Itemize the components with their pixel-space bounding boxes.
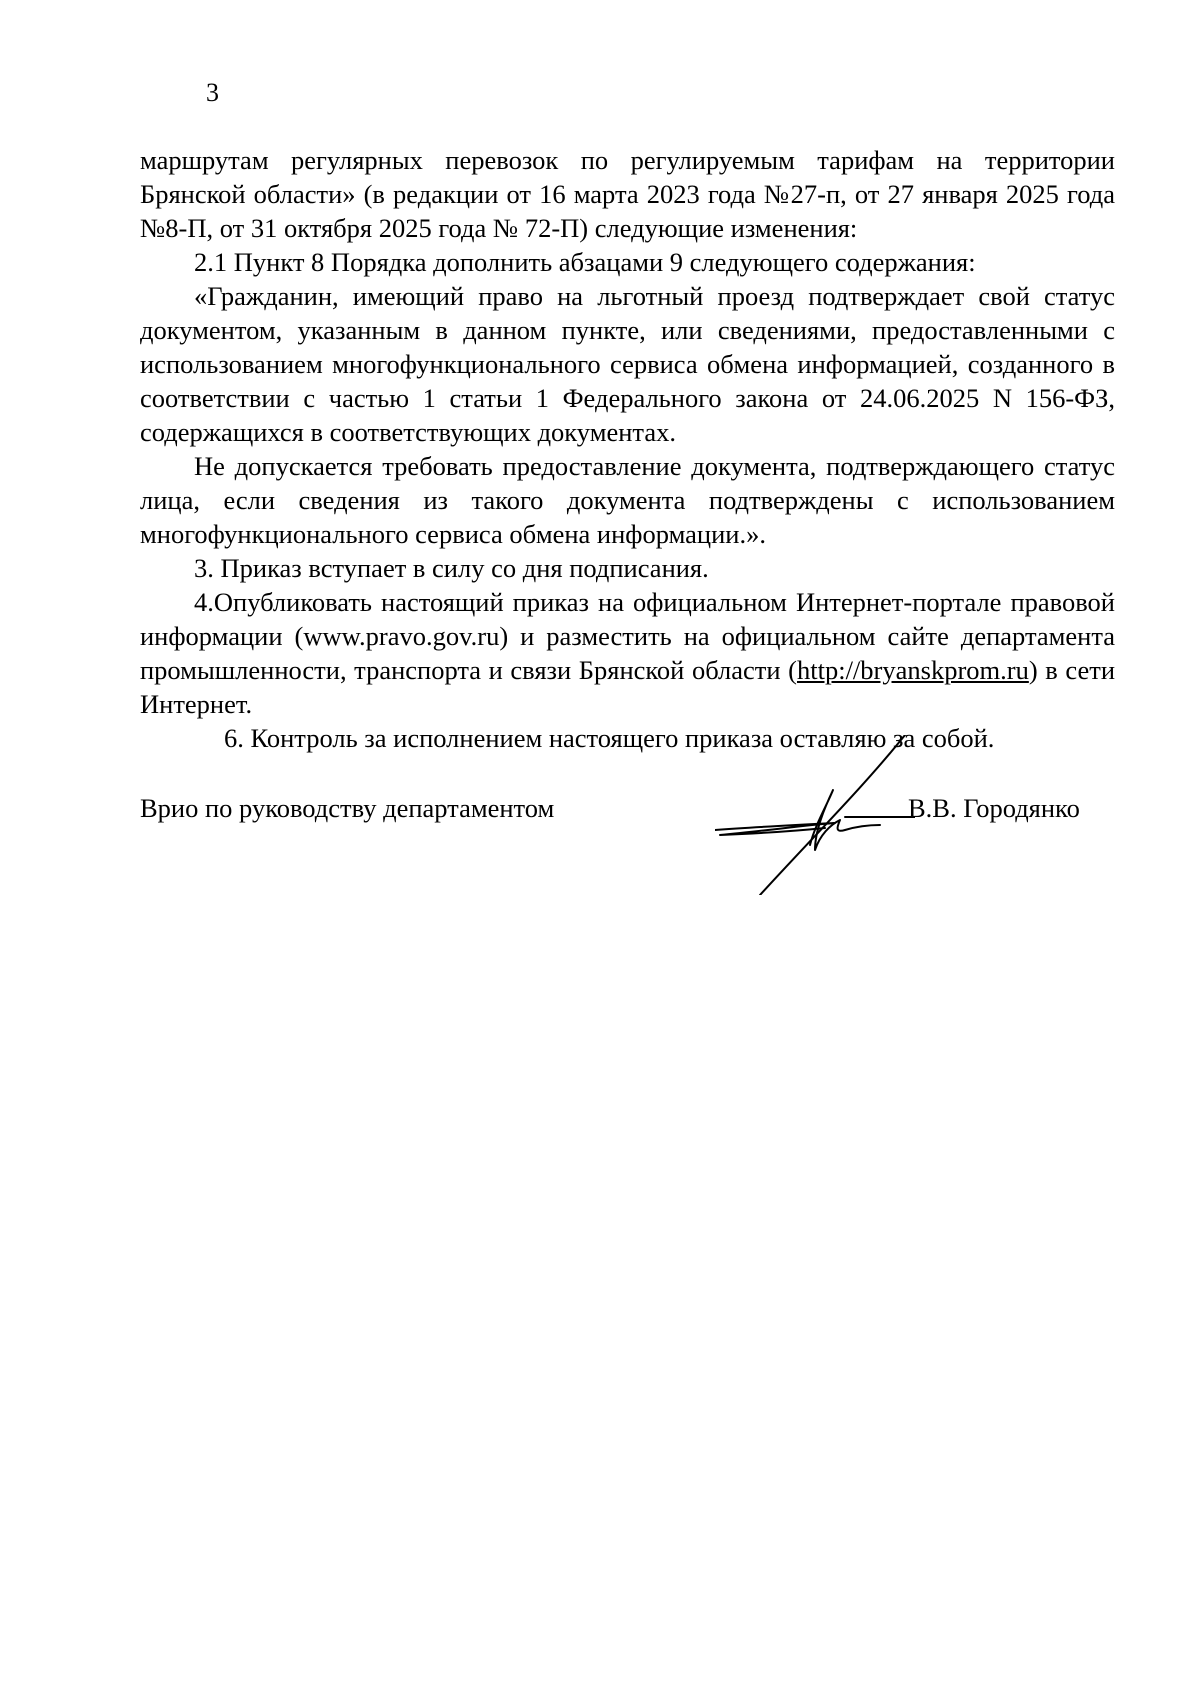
paragraph-item-4-text: 4.Опубликовать настоящий приказ на официальном Интернет-портале правовой информации (www.pravo.gov.ru) и разместить на официальном сайте департамента промышленности, транспорта и связи Брянской области ( — [140, 587, 1115, 685]
paragraph-amendments-intro: маршрутам регулярных перевозок по регулируемым тарифам на территории Брянской области» (в редакции от 16 марта 2023 года №27-п, от 27 января 2025 года №8-П, от 31 октября 2025 года № 72-П) следующие изменения: — [140, 145, 1115, 243]
paragraph-item-2-1: 2.1 Пункт 8 Порядка дополнить абзацами 9 следующего содержания: — [194, 247, 976, 277]
paragraph-document-requirement: Не допускается требовать предоставление документа, подтверждающего статус лица, если сведения из такого документа подтверждены с использованием многофункционального сервиса обмена информации.». — [140, 451, 1115, 549]
signatory-name: В.В. Городянко — [908, 793, 1080, 823]
document-body — [140, 143, 1115, 755]
paragraph-citizen-status: «Гражданин, имеющий право на льготный проезд подтверждает свой статус документом, указанным в данном пункте, или сведениями, предоставленными с использованием многофункционального сервиса обмена информацией, созданного в соответствии с частью 1 статьи 1 Федерального закона от 24.06.2025 N 156-ФЗ, содержащихся в соответствующих документах. — [140, 281, 1115, 447]
signatory-position: Врио по руководству департаментом — [140, 793, 555, 823]
handwritten-signature — [715, 735, 915, 895]
paragraph-item-6: 6. Контроль за исполнением настоящего приказа оставляю за собой. — [224, 723, 995, 753]
paragraph-item-3: 3. Приказ вступает в силу со дня подписания. — [194, 553, 709, 583]
page-number: 3 — [206, 78, 219, 107]
paragraph-item-4-tail: ) в сети Интернет. — [140, 655, 1116, 719]
website-link[interactable]: http://bryanskprom.ru — [796, 655, 1029, 685]
paragraph-item-4 — [140, 585, 1115, 721]
